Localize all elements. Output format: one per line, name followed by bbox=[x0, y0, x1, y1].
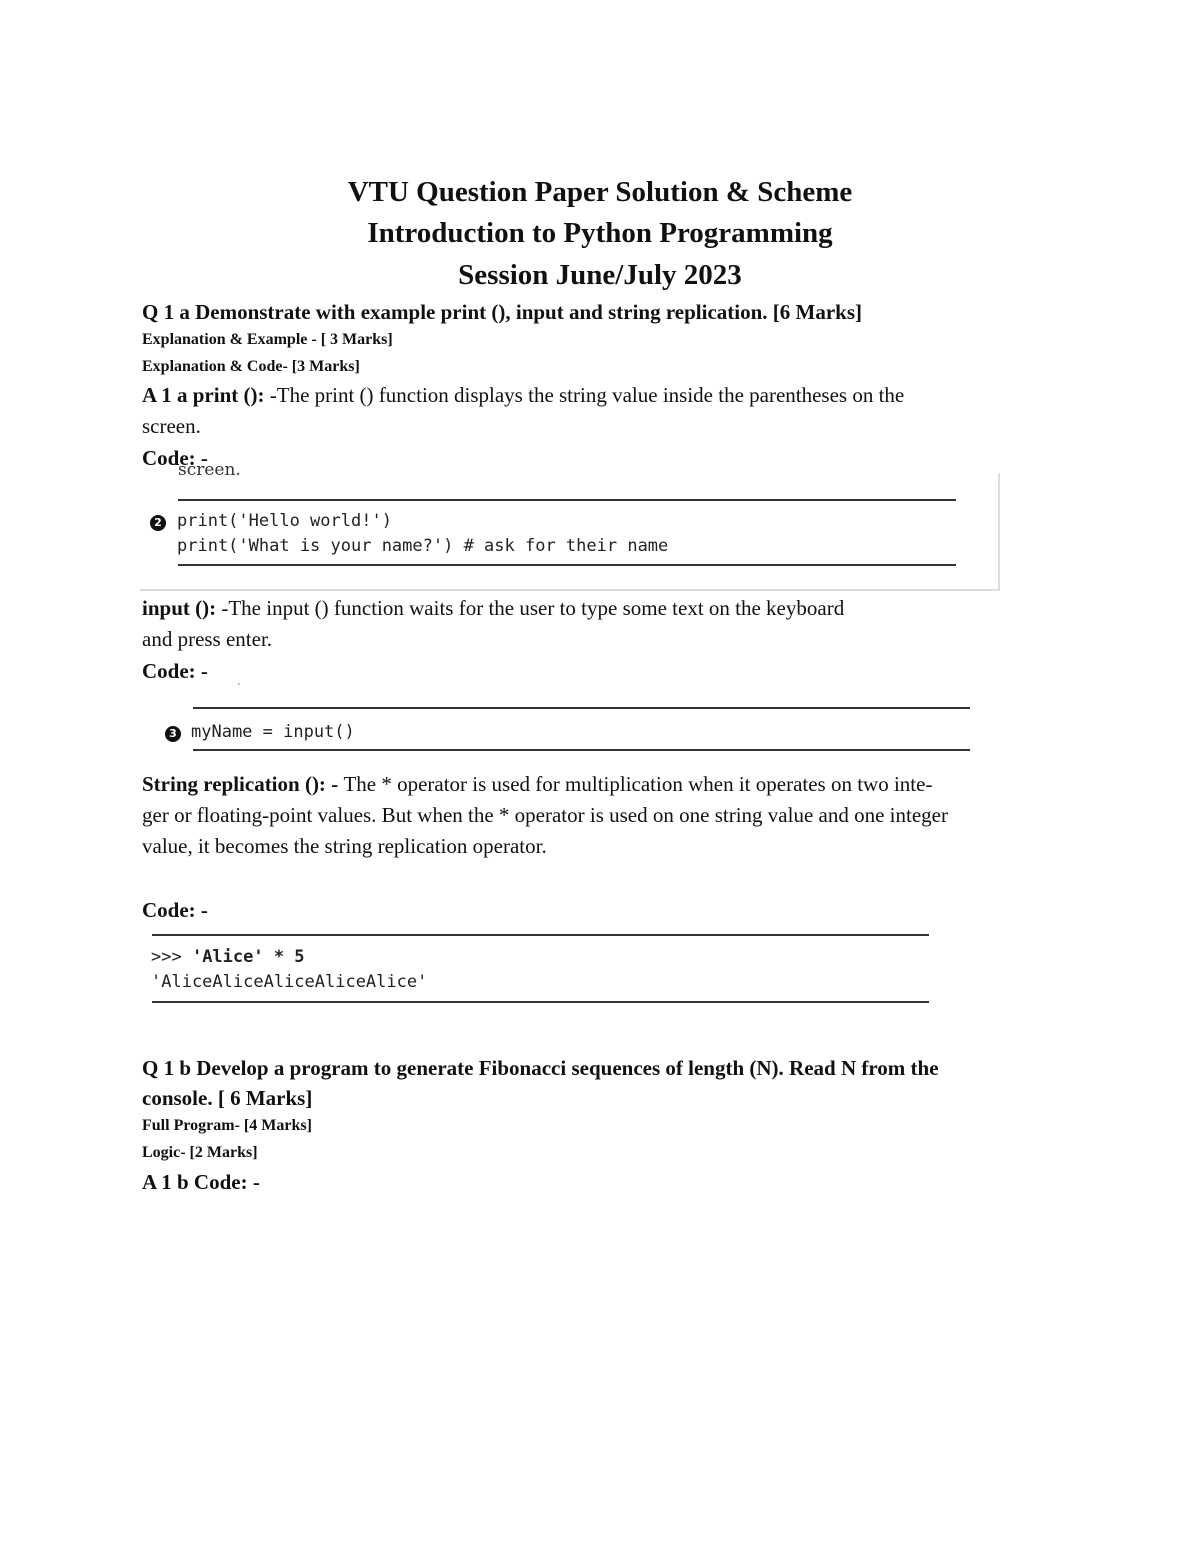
answer-print-text: -The print () function displays the string value inside the parentheses on the bbox=[264, 383, 905, 407]
answer-1b-code-label: A 1 b Code: - bbox=[142, 1170, 260, 1194]
scheme-1b-part1: Full Program- [4 Marks] bbox=[142, 1117, 312, 1134]
answer-input-paragraph bbox=[142, 593, 844, 624]
question-1a: Q 1 a Demonstrate with example print (), input and string replication. [6 Marks] bbox=[142, 300, 862, 324]
code-line-replication-1: >>> 'Alice' * 5 bbox=[151, 947, 305, 967]
answer-input-label: input (): bbox=[142, 596, 217, 620]
title-line-3: Session June/July 2023 bbox=[458, 259, 742, 291]
code-top-rule bbox=[152, 934, 929, 936]
code-top-rule bbox=[178, 499, 956, 501]
callout-marker-3: 3 bbox=[165, 724, 181, 742]
code-line-print-1: print('Hello world!') bbox=[177, 511, 392, 531]
code-bottom-rule bbox=[152, 1001, 929, 1003]
scheme-1b-part2: Logic- [2 Marks] bbox=[142, 1144, 258, 1161]
code-label-replication: Code: - bbox=[142, 898, 208, 922]
answer-print-label: A 1 a print (): bbox=[142, 383, 265, 407]
answer-input-text-cont: and press enter. bbox=[142, 627, 273, 651]
code-bottom-rule bbox=[193, 749, 970, 751]
answer-replication-paragraph bbox=[142, 769, 932, 800]
code-line-print-2: print('What is your name?') # ask for their name bbox=[177, 536, 669, 556]
title-line-1: VTU Question Paper Solution & Scheme bbox=[347, 176, 853, 208]
code-label-input: Code: - bbox=[142, 659, 208, 683]
callout-marker-2: 2 bbox=[150, 513, 166, 531]
title-line-2: Introduction to Python Programming bbox=[367, 217, 833, 249]
answer-replication-label: String replication (): bbox=[142, 772, 326, 796]
code-top-rule bbox=[193, 707, 970, 709]
code-snippet-cropped-text: screen. bbox=[178, 460, 241, 480]
stray-mark: ' bbox=[238, 682, 240, 693]
answer-print-text-cont: screen. bbox=[142, 414, 201, 438]
answer-input-text: -The input () function waits for the user to type some text on the keyboard bbox=[216, 596, 845, 620]
answer-replication-text-3: value, it becomes the string replication operator. bbox=[142, 834, 547, 858]
answer-replication-text-2: ger or floating-point values. But when the * operator is used on one string value and one integer bbox=[142, 803, 948, 827]
scheme-1a-part1: Explanation & Example - [ 3 Marks] bbox=[142, 331, 393, 348]
code-bottom-rule bbox=[178, 564, 956, 566]
question-1b-line-1: Q 1 b Develop a program to generate Fibonacci sequences of length (N). Read N from the bbox=[142, 1056, 939, 1080]
answer-print-paragraph bbox=[142, 380, 904, 411]
scheme-1a-part2: Explanation & Code- [3 Marks] bbox=[142, 358, 360, 375]
code-line-input-1: myName = input() bbox=[191, 722, 355, 742]
answer-replication-text-1: The * operator is used for multiplication when it operates on two inte- bbox=[343, 772, 933, 796]
question-1b-line-2: console. [ 6 Marks] bbox=[142, 1086, 313, 1110]
code-label-print: Code: - bbox=[142, 446, 208, 470]
code-line-replication-output: 'AliceAliceAliceAliceAlice' bbox=[151, 972, 428, 992]
answer-replication-dash: - bbox=[325, 772, 344, 796]
